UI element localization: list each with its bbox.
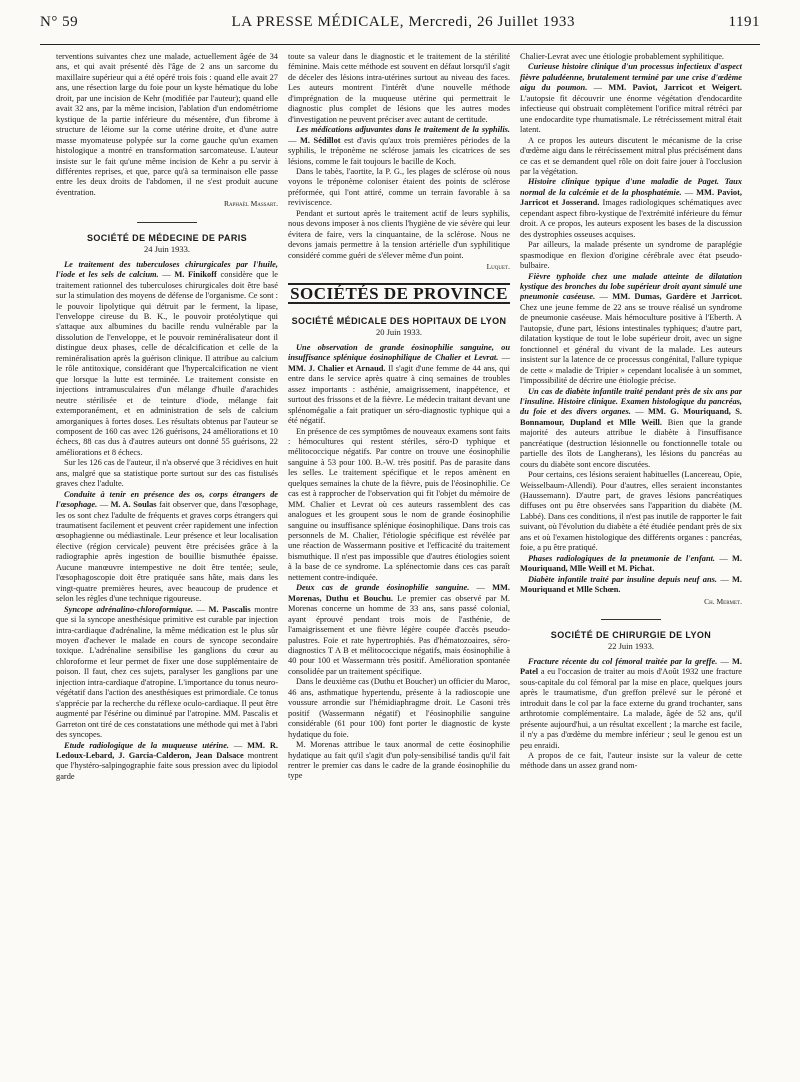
article: Curieuse histoire clinique d'un processus infectieux d'aspect fièvre paludéenne, brutalement terminé par une crise d'œdème aigu du poumon. — MM. Paviot, Jarricot et Weigert. L'autopsie fit découvrir une énorme végétation d'endocardite infectieuse qui obstruait complètement l'orifice mitral rétréci par une endocardite type rhumatismale. Le rétrécissement mitral était latent. [520,62,742,135]
paragraph: A ce propos les auteurs discutent le mécanisme de la crise d'œdème aigu dans le rétrécissement mitral plus précisément dans ce cas et se demandent quel rôle on doit faire jouer à l'occlusion par la végétation. [520,135,742,176]
separator [137,222,197,223]
article-title: Histoire clinique typique d'une maladie de Paget. Taux normal de la calcémie et de la phosphatémie. [520,177,742,197]
page-number: 1191 [728,14,760,30]
article: Histoire clinique typique d'une maladie de Paget. Taux normal de la calcémie et de la phosphatémie. — MM. Paviot, Jarricot et Josserand. Images radiologiques schématiques avec cependant aspect fibro-kystique de l'extrémité inférieure du fémur droit. A ce propos, les auteurs exposent les bases de la discussion des dystrophies osseuses acquises. [520,177,742,239]
running-title: LA PRESSE MÉDICALE, Mercredi, 26 Juillet 1933 [231,14,576,30]
paragraph: Dans le deuxième cas (Duthu et Boucher) un officier du Maroc, 46 ans, asthmatique hypertendu, présente à la radioscopie une voussure arrondie sur l'hémidiaphragme droit. Le Casoni très positif (Wassermann négatif) et l'éosinophilie sanguine considérable (61 pour 100) font porter le diagnostic de kyste hydatique du foie. [288,677,510,739]
article: Les médications adjuvantes dans le traitement de la syphilis. — M. Sédillot est d'avis qu'aux trois premières périodes de la syphilis, le tréponème ne sclérose jamais les cicatrices de ses lésions, comme le fait toujours le bacille de Koch. [288,125,510,166]
article-text: fait observer que, dans l'œsophage, les os sont chez l'adulte de fréquents et graves corps étrangers qui traumatisent facilement et peuvent créer rapidement une infection œsophagienne ou médiastinale. Leur présence et leur localisation élective (région cervicale) peuvent être précisées grâce à la radiographie après ingestion de bouillie bismuthée épaisse. Aucune manœuvre intempestive ne doit être tentée; seule, l'œsophagoscopie doit être pratiquée sans hâte, mais dans les vingt-quatre premières heures, avec beaucoup de prudence et selon les règles d'une technique rigoureuse. [56,500,278,604]
article-author: MM. Dumas, Gardère et Jarricot. [612,292,742,302]
column-2 [288,52,510,1070]
paragraph: Sur les 126 cas de l'auteur, il n'a observé que 3 récidives en huit ans, malgré que sa statistique porte surtout sur des cas fistulisés graves chez l'adulte. [56,458,278,489]
paragraph: Pour certains, ces lésions seraient habituelles (Lancereau, Opie, Weisselbaum-Allendi). Pour d'autres, elles seraient inconstantes (Haussemann). D'autre part, de graves lésions pancréatiques diffuses ont pu être observées sans l'apparition du diabète (M. Labbé). Dans ces conditions, il n'est pas inutile de rapporter le fait suivant, où l'évolution du diabète a été étudiée pendant près de six ans et où l'examen histologique des différents organes : pancréas, foie, a pu être pratiqué. [520,470,742,553]
article-title: Le traitement des tuberculoses chirurgicales par l'huile, l'iode et les sels de calcium. [56,259,278,280]
article-text: est d'avis qu'aux trois premières périodes de la syphilis, le tréponème ne sclérose jamais les cicatrices de ses lésions, comme le fait toujours le bacille de Koch. [288,135,510,166]
article-author: M. Patel [520,656,742,677]
article: Un cas de diabète infantile traité pendant près de six ans par l'insuline. Histoire clinique. Examen histologique du pancréas, du foie et des divers organes. — MM. G. Mouriquand, S. Bonnamour, Dupland et Mlle Weill. Bien que la grande majorité des auteurs attribue le diabète à l'insuffisance pancréatique (destruction lésionnelle ou fonctionnelle totale ou partielle des îlots de Langherans), les lésions du pancréas au cours du diabète sont encore discutées. [520,386,742,469]
section-title: SOCIÉTÉ DE MÉDECINE DE PARIS [86,232,248,243]
section-banner: SOCIÉTÉS DE PROVINCE [288,283,510,304]
article: Le traitement des tuberculoses chirurgicales par l'huile, l'iode et les sels de calcium. — M. Finikoff considère que le traitement rationnel des tuberculoses chirurgicales doit être basé sur la stimulation des moyens de défense de l'organisme. Ce sont : le pouvoir lipolytique qui détruit par le ferment, la lipase, l'enveloppe cireuse du B. K., le pouvoir protéolytique qui s'attaque aux albumines du bacille rendu vulnérable par la dissolution de l'enveloppe, et le pouvoir reminéralisateur dont il distingue deux phases, celle de décalcification et celle de la reminéralisation après la guérison clinique. Il attribue au calcium le rôle antitoxique, considérant que l'hypercalcification ne vient que lorsque la lutte est terminée. Le traitement consiste en injections intramusculaires d'un mélange d'huile d'arachides neutre stérilisée et de teinture d'iode, mélange fait extemporanément, et en administration de sels de calcium amorganiques à fortes doses. Les résultats obtenus par l'auteur se composent de 160 cas avec 126 guérisons, 24 améliorations et 10 échecs, 88 cas dus à d'autres auteurs ont donné 55 guérisons, 22 améliorations et 8 échecs. [56,259,278,457]
article-title: Fracture récente du col fémoral traitée par la greffe. [528,656,718,666]
signature: Luquet. [486,262,510,272]
paragraph: En présence de ces symptômes de nouveaux examens sont faits : hémocultures qui restent stériles, séro-D typhique et mélitococcique négatifs. Par contre on trouve une éosinophilie sanguine à 53 pour 100. B.-W. très positif. Pas de parasite dans les selles. Le traitement spécifique et le repos amènent en quelques semaines la chute de la fièvre, puis de l'éosinophilie. Ce cas est à rapprocher de l'observation qui fit l'objet du mémoire de MM. Chalier et Levrat où ces auteurs rassemblent des cas analogues et les groupent sous le nom de grande éosinophilie sanguine ou insuffisance splénique éosinophilique. Dans trois cas personnels de M. Chalier, l'étiologie spécifique est révélée par une réaction de Wassermann positive et l'efficacité du traitement bismuthique. Il n'est pas impossible que d'autres étiologies soient à la base de ce syndrome. La splénectomie dans ces cas paraît nettement contre-indiquée. [288,426,510,582]
article: Syncope adrénalino-chloroformique. — M. Pascalis montre que si la syncope anesthésique primitive est curable par injection intra-cardiaque d'adrénaline, la même médication est le plus sûr moyen d'achever le malade en cours de syncope secondaire toxique. L'adrénaline sensibilise les ganglions du cœur au chloroforme et leur permet de fixer une dose supplémentaire de poison. Il faut, chez ces sujets, paralyser les ganglions par une injection intra-cardiaque d'atropine. L'importance du tonus neuro-végétatif dans l'action des anesthésiques est primordiale. Ce tonus s'apprécie par la recherche du réflexe oculo-cardiaque. Il peut être augmenté par l'ésérine ou diminué par l'atropine. MM. Pascalis et Garreton ont tiré de ces constatations une méthode qui met à l'abri des syncopes. [56,604,278,740]
paragraph: Par ailleurs, la malade présente un syndrome de paraplégie spasmodique en flexion d'origine cérébrale avec état pseudo-bulbaire. [520,240,742,271]
article-author: MM. J. Chalier et Arnaud. [288,363,386,373]
article-text: Le premier cas observé par M. Morenas concerne un homme de 33 ans, sans passé colonial, ayant éprouvé pendant trois mois de l'asthénie, de l'amaigrissement et une fièvre légère coupée d'accès pseudo-palustres. Foie et rate hypertrophiés. Pas d'hématozoaires, séro-diagnostics T A B et mélitococcique négatifs, mais éosinophilie à 40 pour 100 et Wassermann très positif. Amélioration spontanée consolidée par un traitement spécifique. [288,593,510,676]
article-title: Un cas de diabète infantile traité pendant près de six ans par l'insuline. Histoire clinique. Examen histologique du pancréas, du foie et des divers organes. [520,386,742,417]
article: Phases radiologiques de la pneumonie de l'enfant. — M. Mouriquand, Mlle Weill et M. Pichat. [520,553,742,574]
session-date: 22 Juin 1933. [607,641,655,652]
article-author: MM. G. Mouriquand, S. Bonnamour, Dupland et Mlle Weill. [520,407,742,427]
article: Diabète infantile traité par insuline depuis neuf ans. — M. Mouriquand et Mlle Schœn. [520,574,742,595]
header-rule [40,44,760,45]
section-title: SOCIÉTÉ MÉDICALE DES HOPITAUX DE LYON [291,315,507,326]
article-text: L'autopsie fit découvrir une énorme végétation d'endocardite infectieuse qui obstruait complètement l'orifice mitral rétréci par une endocardite type rhumatismale. Le rétrécissement mitral était latent. [520,93,742,135]
article-title: Etude radiologique de la muqueuse utérine. [64,740,230,750]
article-author: MM. Paviot, Jarricot et Josserand. [520,187,742,208]
article-text: montre que si la syncope anesthésique primitive est curable par injection intra-cardiaque d'adrénaline, la même médication est le plus sûr moyen d'achever le malade en cours de syncope secondaire toxique. L'adrénaline sensibilise les ganglions du cœur au chloroforme et leur permet de fixer une dose supplémentaire de poison. Il faut, chez ces sujets, paralyser les ganglions par une injection intra-cardiaque d'atropine. L'importance du tonus neuro-végétatif dans l'action des anesthésiques est primordiale. Ce tonus s'apprécie par la recherche du réflexe oculo-cardiaque. Il peut être augmenté par l'ésérine ou diminué par l'atropine. MM. Pascalis et Garreton ont tiré de ces constatations une méthode qui met à l'abri des syncopes. [56,604,278,740]
article-title: Conduite à tenir en présence des os, corps étrangers de l'œsophage. [56,489,278,510]
article-title: Curieuse histoire clinique d'un processus infectieux d'aspect fièvre paludéenne, brutalement terminé par une crise d'œdème aigu du poumon. [520,62,742,93]
signature: Raphaël Massart. [223,199,278,209]
article-title: Syncope adrénalino-chloroformique. [64,604,194,614]
issue-number: N° 59 [40,14,79,30]
paragraph: toute sa valeur dans le diagnostic et le traitement de la stérilité féminine. Mais cette méthode est souvent en défaut lorsqu'il s'agit de déceler des lésions intra-utérines surtout au niveau des faces. Les auteurs montrent l'intérêt d'une nouvelle méthode d'imprégnation de la muqueuse utérine qui permettrait le diagnostic plus complet de lésions que les autres modes d'investigation ne peuvent préciser avec autant de certitude. [288,52,510,124]
section-title: SOCIÉTÉ DE CHIRURGIE DE LYON [550,630,712,641]
article-author: M. Mouriquand et Mlle Schœn. [520,574,742,595]
session-date: 24 Juin 1933. [143,244,191,255]
article-text: a eu l'occasion de traiter au mois d'Août 1932 une fracture sous-capitale du col fémoral par la mise en place, quelques jours après le traumatisme, d'un greffon prélevé sur le péroné et introduit dans le col par la face externe du grand trochanter, sans arthrotomie complémentaire. La malade, âgée de 52 ans, qu'il présente aujourd'hui, a un résultat excellent ; la marche est facile, il n'y a pas d'œdème du membre inférieur ; seul le genou est un peu enraidi. [520,667,742,750]
article-text: Images radiologiques schématiques avec cependant aspect fibro-kystique de l'extrémité inférieure du fémur droit. A ce propos, les auteurs exposent les bases de la discussion des dystrophies osseuses acquises. [520,198,742,239]
article-author: MM. Morenas, Duthu et Bouchu. [288,583,510,603]
article-text: Bien que la grande majorité des auteurs attribue le diabète à l'insuffisance pancréatique (destruction lésionnelle ou fonctionnelle totale ou partielle des îlots de Langherans), les lésions du pancréas au cours du diabète sont encore discutées. [520,417,742,469]
column-1 [56,52,278,1070]
article-title: Diabète infantile traité par insuline depuis neuf ans. [528,574,718,584]
column-3 [520,52,742,1070]
article-author: MM. Paviot, Jarricot et Weigert. [608,83,742,93]
running-header [40,14,760,38]
paragraph: Dans le tabès, l'aortite, la P. G., les plages de sclérose où nous voyons le tréponème coloniser étaient des points de sclérose préformée, qui l'ont attiré, comme un terrain favorable à sa reviviscence. [288,166,510,208]
article-text: considère que le traitement rationnel des tuberculoses chirurgicales doit être basé sur la stimulation des moyens de défense de l'organisme. Ce sont : le pouvoir lipolytique qui détruit par le ferment, la lipase, l'enveloppe cireuse du B. K., le pouvoir protéolytique qui s'attaque aux albumines du bacille rendu vulnérable par la dissolution de l'enveloppe, et le pouvoir reminéralisateur dont il distingue deux phases, celle de décalcification et celle de la reminéralisation après la guérison clinique. Il attribue au calcium le rôle antitoxique, considérant que l'hypercalcification ne vient que lorsque la lutte est terminée. Le traitement consiste en injections intramusculaires d'un mélange d'huile d'arachides neutre stérilisée et de teinture d'iode, mélange fait extemporanément, et en administration de sels de calcium amorganiques à fortes doses. Les résultats obtenus par l'auteur se composent de 160 cas avec 126 guérisons, 24 améliorations et 10 échecs, 88 cas dus à d'autres auteurs ont donné 55 guérisons, 22 améliorations et 8 échecs. [56,270,278,457]
paragraph: Chalier-Levrat avec une étiologie probablement syphilitique. [520,52,725,61]
article-author: M. A. Soulas [110,500,157,510]
article: Une observation de grande éosinophilie sanguine, ou insuffisance splénique éosinophilique de Chalier et Levrat. — MM. J. Chalier et Arnaud. Il s'agit d'une femme de 44 ans, qui entre dans le service après quatre à cinq semaines de troubles assez importants : asthénie, amaigrissement, inappétence, et surtout des frissons et de la fièvre. Le médecin traitant devant une splénomégalie a fait pratiquer un séro-diagnostic typhique qui a été négatif. [288,342,510,426]
article: Fièvre typhoïde chez une malade atteinte de dilatation kystique des bronches du lobe supérieur droit ayant simulé une pneumonie caséeuse. — MM. Dumas, Gardère et Jarricot. Chez une jeune femme de 22 ans se trouve réalisé un syndrome de pneumonie caséeuse. Mais hémoculture positive à l'Eberth. A l'autopsie, d'une part, lésions intestinales typhiques; d'autre part, dilatation kystique de tout le lobe supérieur droit, avec un signe fonctionnel et général du vivant de la malade. Les auteurs insistent sur la latence de ce processus congénital, l'allure typique de cette « maladie de Tripier » cependant localisée à un sommet, l'impossibilité de décrire une étiologie précise. [520,271,742,386]
article-title: Fièvre typhoïde chez une malade atteinte de dilatation kystique des bronches du lobe supérieur droit ayant simulé une pneumonie caséeuse. [520,271,742,302]
paragraph: Pendant et surtout après le traitement actif de leurs syphilis, nous devons imposer à nos clients l'hygiène de vie sévère qui leur évitera de faire, vers la cinquantaine, de la sclérose. Nous ne devons jamais permettre à la tension artérielle d'un syphilitique considéré comme guéri de s'élever même d'un point. [288,208,510,260]
article-text: montrent que l'hystéro-salpingographie faite sous pression avec du lipiodol garde [56,751,278,781]
article-title: Phases radiologiques de la pneumonie de l'enfant. [528,553,716,563]
article-title: Deux cas de grande éosinophilie sanguine. [296,583,470,593]
article: Deux cas de grande éosinophilie sanguine. — MM. Morenas, Duthu et Bouchu. Le premier cas observé par M. Morenas concerne un homme de 33 ans, sans passé colonial, ayant éprouvé pendant trois mois de l'asthénie, de l'amaigrissement et une fièvre légère coupée d'accès pseudo-palustres. Foie et rate hypertrophiés. Pas d'hématozoaires, séro-diagnostics T A B et mélitococcique négatifs, mais éosinophilie à 40 pour 100 et Wassermann très positif. Amélioration spontanée consolidée par un traitement spécifique. [288,583,510,676]
article-text: Il s'agit d'une femme de 44 ans, qui entre dans le service après quatre à cinq semaines de troubles assez importants : asthénie, amaigrissement, inappétence, et surtout des frissons et de la fièvre. Le médecin traitant devant une splénomégalie a fait pratiquer un séro-diagnostic typhique qui a été négatif. [288,363,510,426]
article-author: MM. R. Ledoux-Lebard, J. Garcia-Calderon, Jean Dalsace [56,740,278,760]
article: Conduite à tenir en présence des os, corps étrangers de l'œsophage. — M. A. Soulas fait observer que, dans l'œsophage, les os sont chez l'adulte de fréquents et graves corps étrangers qui traumatisent facilement et peuvent créer rapidement une infection œsophagienne ou médiastinale. Leur présence et leur localisation élective (région cervicale) peuvent être précisées grâce à la radiographie après ingestion de bouillie bismuthée épaisse. Aucune manœuvre intempestive ne doit être tentée; seule, l'œsophagoscopie doit être pratiquée sans hâte, mais dans les vingt-quatre premières heures, avec beaucoup de prudence et selon les règles d'une technique rigoureuse. [56,489,278,604]
paragraph: terventions suivantes chez une malade, actuellement âgée de 34 ans, et qui avait présenté dès l'âge de 2 ans un sarcome du maxillaire supérieur qui a été opéré trois fois : quand elle avait 27 ans, une résection large du foie pour un kyste hématique du lobe droit, par une incision de Kehr (modifiée par l'auteur); quand elle avait 32 ans, par la même incision, l'ablation d'un endométriome kystique de la partie inférieure du mésentère, d'un fibrome à structure de léiome sur la corne utérine droite, et d'une autre masse myomateuse polypée sur la corne gauche qu'un examen histologique a montré en transformation sarcomateuse. L'auteur insiste sur le fait qu'une même incision de Kehr a pu servir à différentes reprises, et que, parce qu'à sa terminaison elle passe entre les deux droits de l'abdomen, il ne s'est produit aucune éventration. [56,52,278,197]
article-author: M. Finikoff [174,270,217,280]
article-title: Une observation de grande éosinophilie sanguine, ou insuffisance splénique éosinophilique de Chalier et Levrat. [288,342,510,363]
separator [601,619,661,620]
article-author: M. Mouriquand, Mlle Weill et M. Pichat. [520,553,742,574]
article: Fracture récente du col fémoral traitée par la greffe. — M. Patel a eu l'occasion de traiter au mois d'Août 1932 une fracture sous-capitale du col fémoral par la mise en place, quelques jours après le traumatisme, d'un greffon prélevé sur le péroné et introduit dans le col par la face externe du grand trochanter, sans arthrotomie complémentaire. La malade, âgée de 52 ans, qu'il présente aujourd'hui, a un résultat excellent ; la marche est facile, il n'y a pas d'œdème du membre inférieur ; seul le genou est un peu enraidi. [520,656,742,750]
article: Etude radiologique de la muqueuse utérine. — MM. R. Ledoux-Lebard, J. Garcia-Calderon, Jean Dalsace montrent que l'hystéro-salpingographie faite sous pression avec du lipiodol garde [56,740,278,781]
signature: Ch. Mermet. [704,596,742,606]
session-date: 20 Juin 1933. [375,327,423,338]
article-author: M. Pascalis [208,604,251,614]
article-title: Les médications adjuvantes dans le traitement de la syphilis. [296,125,510,135]
paragraph: M. Morenas attribue le taux anormal de cette éosinophilie hydatique au fait qu'il s'agit d'un poly-sensibilisé tandis qu'il fait rentrer le premier cas dans le cadre de la grande éosinophilie du type [288,740,510,781]
article-text: Chez une jeune femme de 22 ans se trouve réalisé un syndrome de pneumonie caséeuse. Mais hémoculture positive à l'Eberth. A l'autopsie, d'une part, lésions intestinales typhiques; d'autre part, dilatation kystique de tout le lobe supérieur droit, avec un signe fonctionnel et général du vivant de la malade. Les auteurs insistent sur la latence de ce processus congénital, l'allure typique de cette « maladie de Tripier » cependant localisée à un sommet, l'impossibilité de décrire une étiologie précise. [520,302,742,386]
article-author: M. Sédillot [299,135,341,145]
paragraph: A propos de ce fait, l'auteur insiste sur la valeur de cette méthode dans un assez grand nom- [520,751,742,771]
